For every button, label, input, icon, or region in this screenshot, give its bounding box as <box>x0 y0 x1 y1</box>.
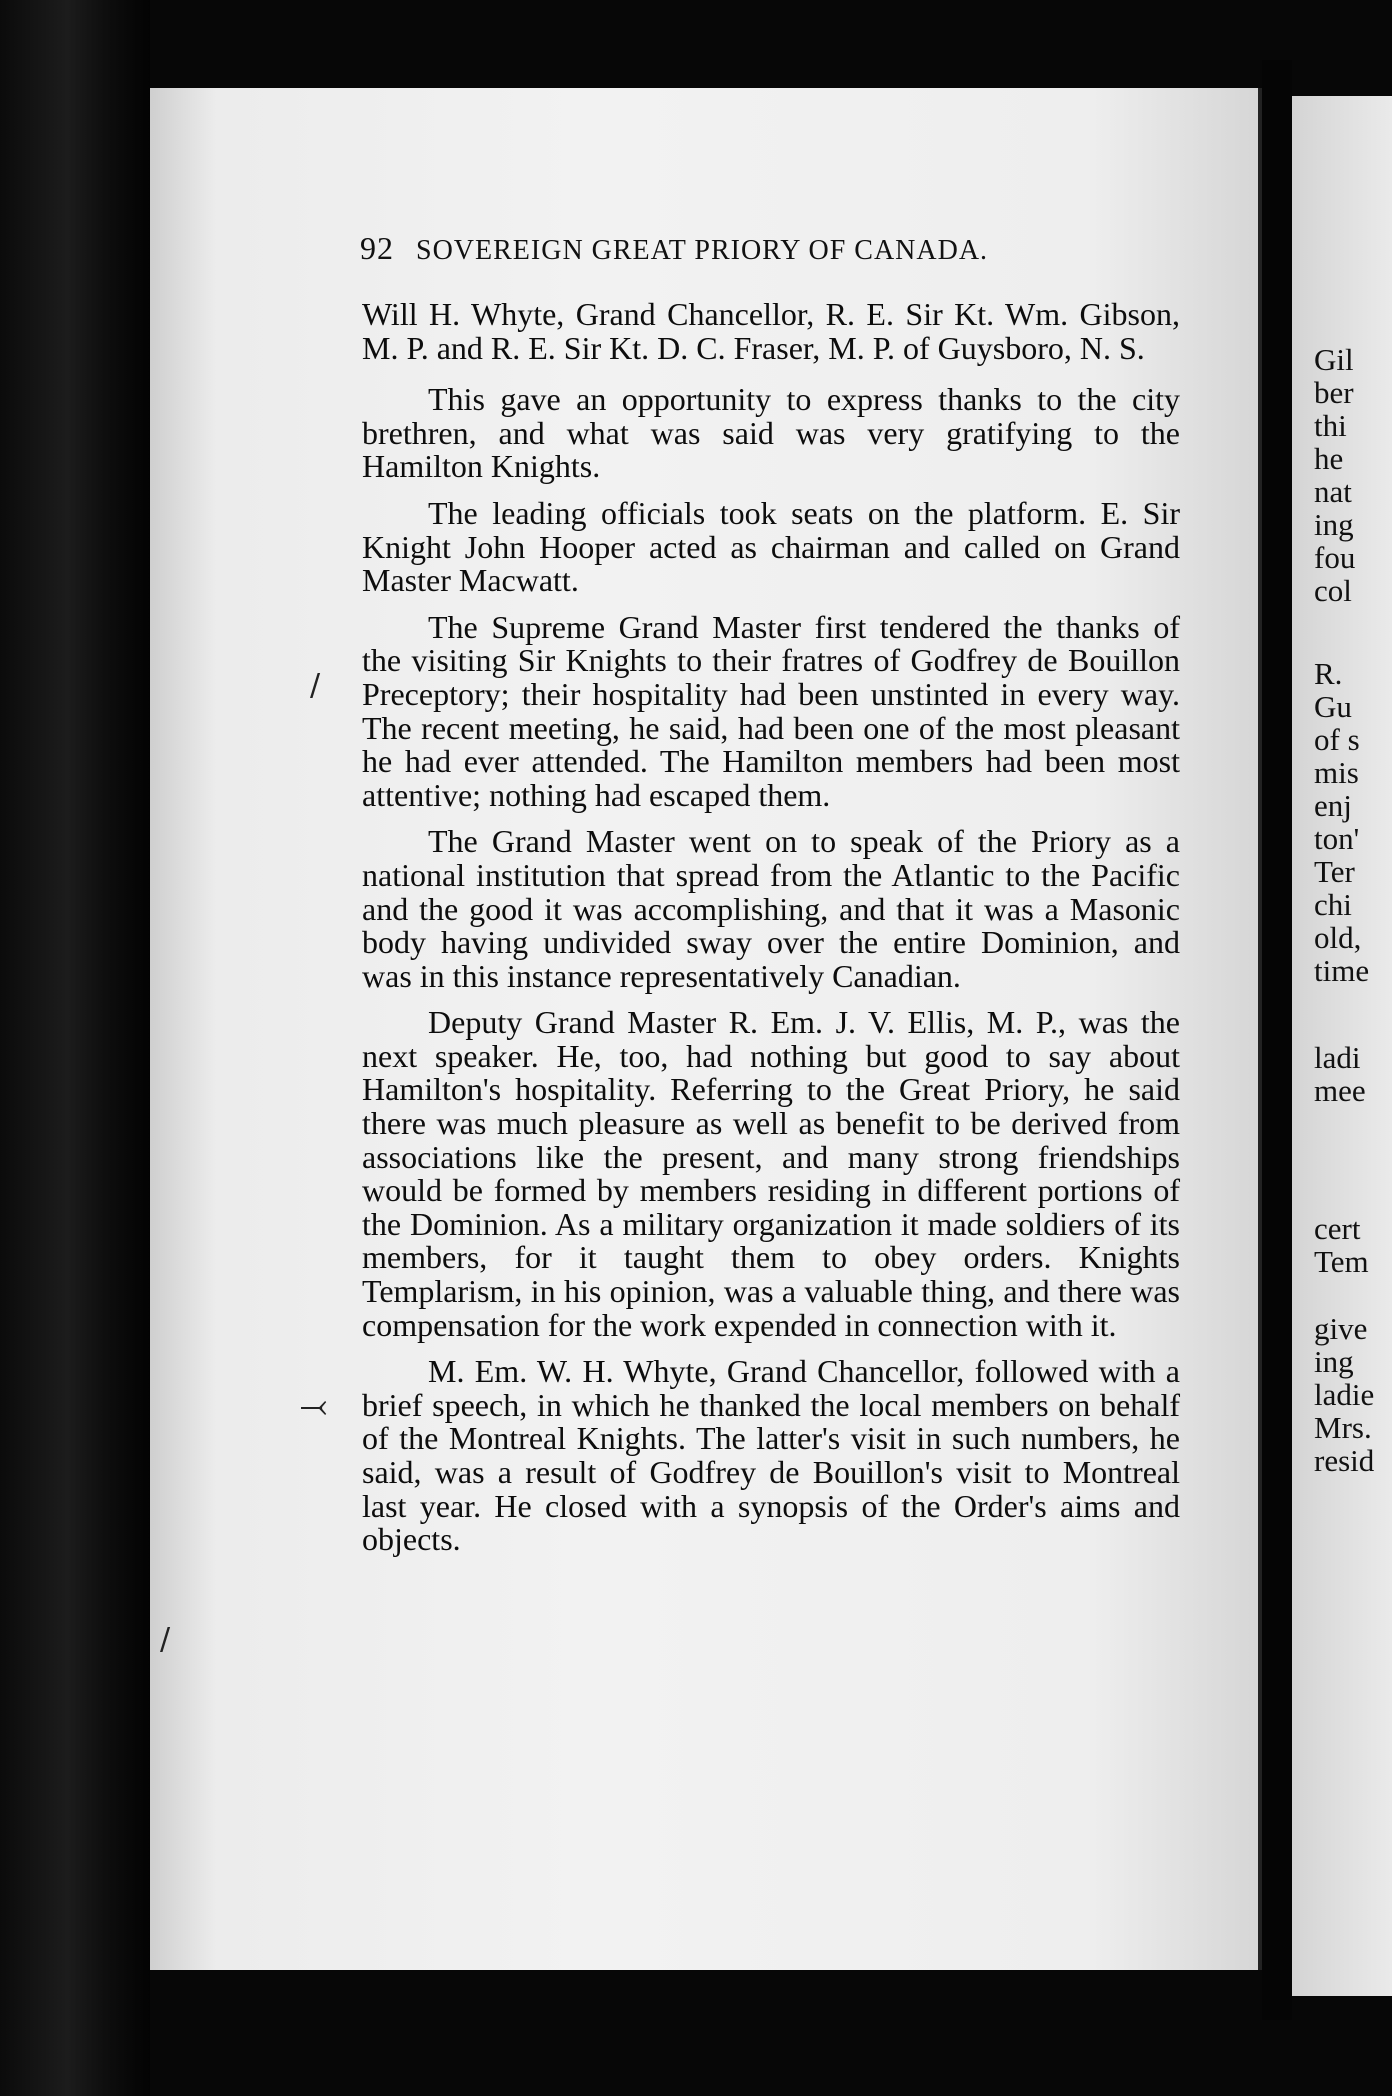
facing-page-fragment: Mrs. <box>1314 1410 1372 1445</box>
facing-page-fragment: ber <box>1314 375 1354 410</box>
facing-page-fragment: he <box>1314 441 1344 476</box>
facing-page-fragment: ton' <box>1314 821 1360 856</box>
facing-page-fragment: Gil <box>1314 342 1354 377</box>
facing-page-fragment: give <box>1314 1311 1368 1346</box>
margin-pencil-mark: ⤙ <box>300 1386 328 1426</box>
paragraph-deputy-grand-master: Deputy Grand Master R. Em. J. V. Ellis, M. P., was the next speaker. He, too, had nothing but good to say about Hamilton's hospitality. Referring to the Great Priory, he said there was much pleasure as well as benefit to be derived from associations like the present, and many strong friendships would be formed by members residing in different portions of the Dominion. As a military organization it made soldiers of its members, for it taught them to obey orders. Knights Templarism, in his opinion, was a valuable thing, and there was compensation for the work expended in connection with it. <box>362 1004 1180 1343</box>
paragraph-priory-institution: The Grand Master went on to speak of the Priory as a national institution that spread from the Atlantic to the Pacific and the good it was accomplishing, and that it was a Masonic body having undivided sway over the entire Dominion, and was in this instance representatively Canadian. <box>362 823 1180 994</box>
facing-page-fragment: fou <box>1314 540 1356 575</box>
margin-pencil-mark: / <box>310 668 321 703</box>
facing-page-fragment: resid <box>1314 1443 1375 1478</box>
facing-page-fragment: cert <box>1314 1211 1361 1246</box>
facing-page-fragment: mis <box>1314 755 1359 790</box>
facing-page-fragment: Tem <box>1314 1244 1369 1279</box>
facing-page-fragment: Ter <box>1314 854 1355 889</box>
paragraph-attendees: Will H. Whyte, Grand Chancellor, R. E. Sir Kt. Wm. Gibson, M. P. and R. E. Sir Kt. D. C. Fraser, M. P. of Guysboro, N. S. <box>362 296 1180 366</box>
facing-page <box>1292 96 1392 1996</box>
facing-page-fragment: time <box>1314 953 1370 988</box>
facing-page-fragment: R. <box>1314 656 1343 691</box>
page-number: 92 <box>360 230 394 266</box>
running-header <box>360 230 1260 267</box>
facing-page-fragment: of s <box>1314 722 1360 757</box>
page-gutter <box>1262 60 1292 2020</box>
facing-page-fragment: enj <box>1314 788 1352 823</box>
body-text <box>362 298 1180 1570</box>
paragraph-platform: The leading officials took seats on the platform. E. Sir Knight John Hooper acted as chairman and called on Grand Master Macwatt. <box>362 494 1180 599</box>
facing-page-fragment: chi <box>1314 887 1352 922</box>
margin-pencil-mark: / <box>160 1622 171 1657</box>
paragraph-opportunity: This gave an opportunity to express thanks to the city brethren, and what was said was very gratifying to the Hamilton Knights. <box>362 381 1180 485</box>
facing-page-fragment: thi <box>1314 408 1347 443</box>
facing-page-fragment: Gu <box>1314 689 1352 724</box>
facing-page-fragment: ladi <box>1314 1040 1361 1075</box>
facing-page-fragment: mee <box>1314 1073 1366 1108</box>
facing-page-fragment: ing <box>1314 507 1354 542</box>
paragraph-grand-chancellor: M. Em. W. H. Whyte, Grand Chancellor, followed with a brief speech, in which he thanked the local members on behalf of the Montreal Knights. The latter's visit in such numbers, he said, was a result of Godfrey de Bouillon's visit to Montreal last year. He closed with a synopsis of the Order's aims and objects. <box>362 1353 1180 1558</box>
book-binding-edge <box>0 0 150 2096</box>
facing-page-fragment: nat <box>1314 474 1352 509</box>
running-title: SOVEREIGN GREAT PRIORY OF CANADA. <box>416 235 989 266</box>
paragraph-supreme-grand-master: The Supreme Grand Master first tendered the thanks of the visiting Sir Knights to their fratres of Godfrey de Bouillon Preceptory; their hospitality had been unstinted in every way. The recent meeting, he said, had been one of the most pleasant he had ever attended. The Hamilton members had been most attentive; nothing had escaped them. <box>362 608 1180 813</box>
facing-page-fragment: ladie <box>1314 1377 1375 1412</box>
facing-page-fragment: ing <box>1314 1344 1354 1379</box>
facing-page-fragment: old, <box>1314 920 1362 955</box>
facing-page-fragment: col <box>1314 573 1352 608</box>
